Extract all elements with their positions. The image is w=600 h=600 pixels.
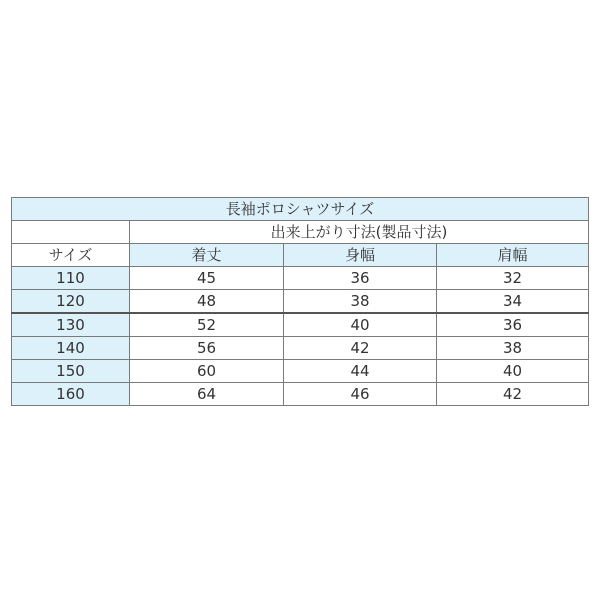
value-cell: 34 — [437, 290, 589, 314]
value-cell: 45 — [130, 267, 284, 290]
table-row — [12, 337, 589, 360]
value-cell: 42 — [284, 337, 437, 360]
column-header-row — [12, 244, 589, 267]
value-cell: 60 — [130, 360, 284, 383]
value-cell: 40 — [284, 313, 437, 337]
size-cell: 160 — [12, 383, 130, 406]
column-header: 身幅 — [284, 244, 437, 267]
size-cell: 110 — [12, 267, 130, 290]
title-row — [12, 198, 589, 221]
value-cell: 48 — [130, 290, 284, 314]
table-row — [12, 360, 589, 383]
value-cell: 52 — [130, 313, 284, 337]
blank-cell — [12, 221, 130, 244]
size-cell: 140 — [12, 337, 130, 360]
value-cell: 38 — [437, 337, 589, 360]
value-cell: 64 — [130, 383, 284, 406]
size-cell: 150 — [12, 360, 130, 383]
column-header: 着丈 — [130, 244, 284, 267]
table-row — [12, 313, 589, 337]
table-title: 長袖ポロシャツサイズ — [12, 198, 589, 221]
column-header: 肩幅 — [437, 244, 589, 267]
value-cell: 46 — [284, 383, 437, 406]
value-cell: 38 — [284, 290, 437, 314]
table-row — [12, 290, 589, 314]
value-cell: 40 — [437, 360, 589, 383]
table-row — [12, 383, 589, 406]
value-cell: 32 — [437, 267, 589, 290]
size-cell: 130 — [12, 313, 130, 337]
group-header: 出来上がり寸法(製品寸法) — [130, 221, 589, 244]
size-cell: 120 — [12, 290, 130, 314]
table-row — [12, 267, 589, 290]
group-header-row — [12, 221, 589, 244]
value-cell: 42 — [437, 383, 589, 406]
value-cell: 44 — [284, 360, 437, 383]
size-header: サイズ — [12, 244, 130, 267]
size-chart-table — [11, 197, 589, 406]
value-cell: 56 — [130, 337, 284, 360]
value-cell: 36 — [437, 313, 589, 337]
value-cell: 36 — [284, 267, 437, 290]
